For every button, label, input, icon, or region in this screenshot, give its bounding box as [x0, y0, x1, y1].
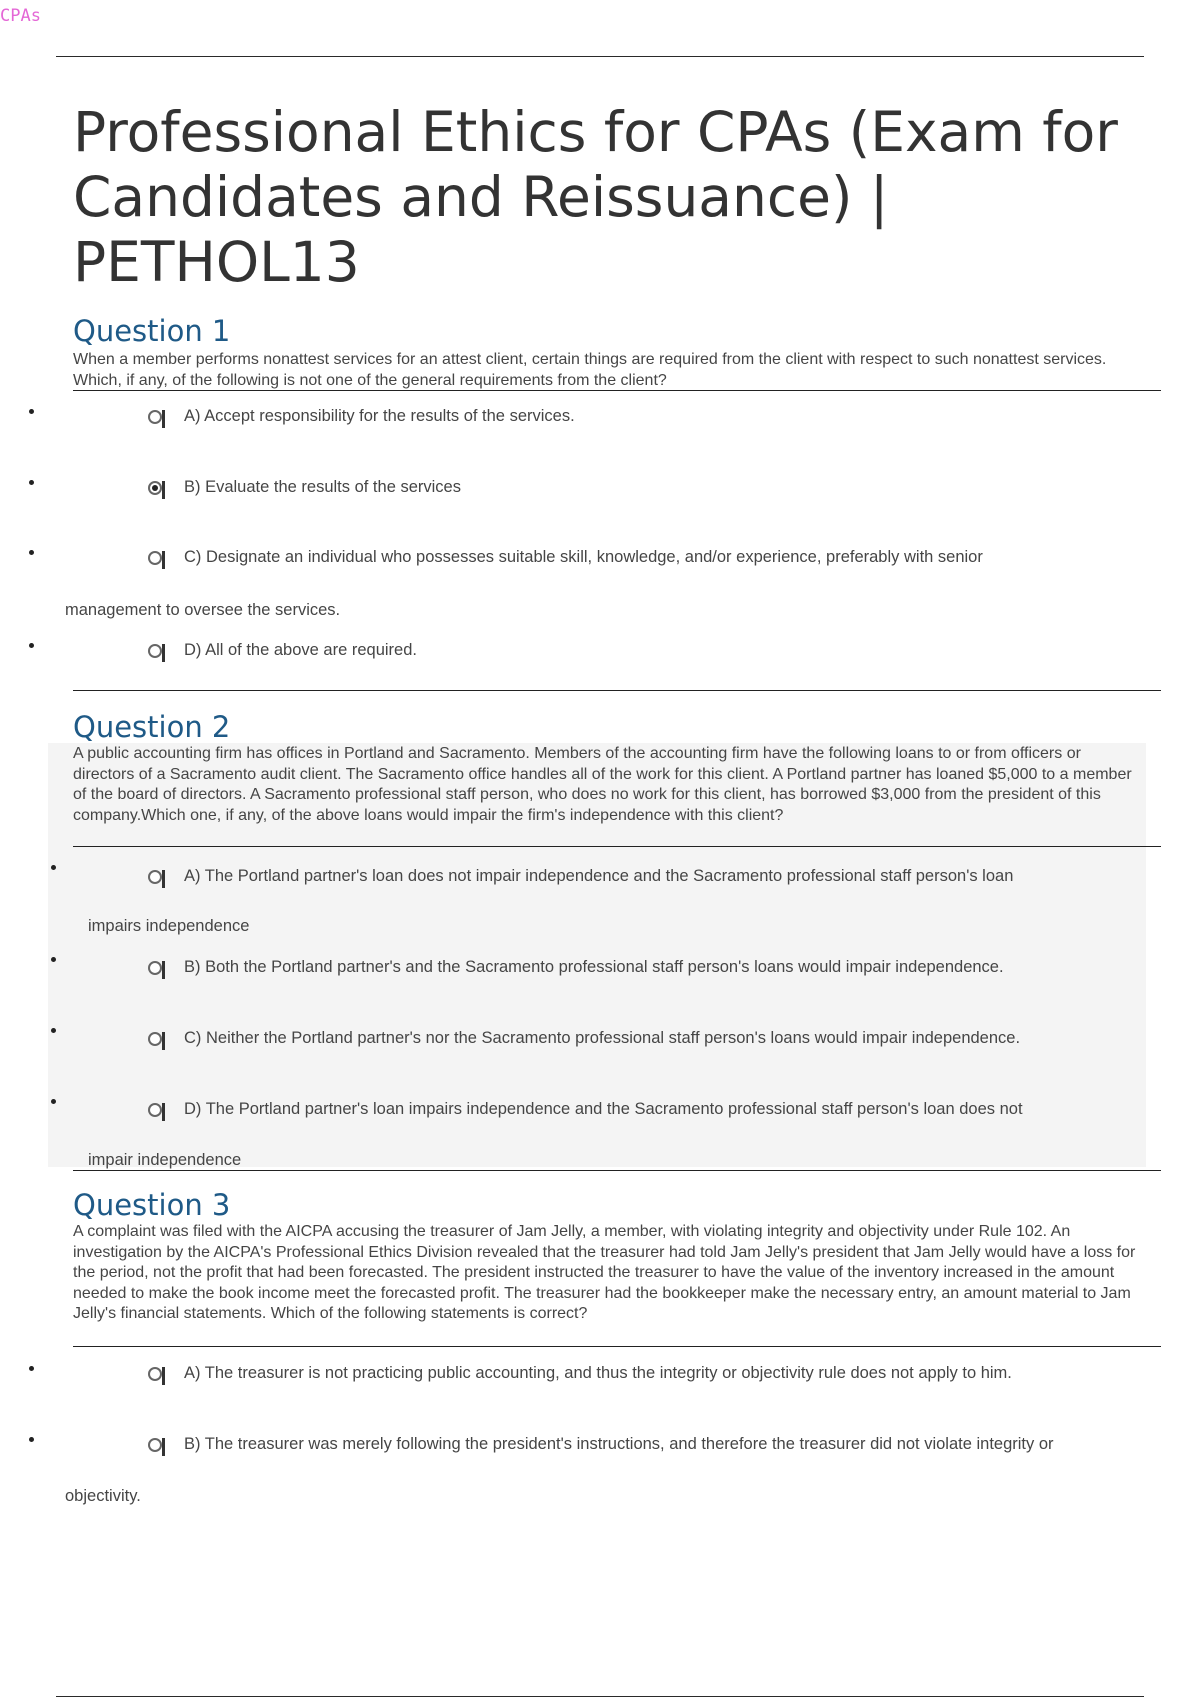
- page-title: Professional Ethics for CPAs (Exam for Candidates and Reissuance) | PETHOL13: [73, 100, 1118, 294]
- radio-button[interactable]: [148, 644, 162, 658]
- question-rule: [73, 1346, 1161, 1347]
- option-d[interactable]: D) All of the above are required.: [184, 641, 417, 659]
- question-heading: Question 1: [73, 314, 231, 348]
- bullet: [29, 550, 34, 555]
- option-c-continuation: management to oversee the services.: [65, 601, 341, 619]
- question-rule: [73, 846, 1161, 847]
- radio-button[interactable]: [148, 1032, 162, 1046]
- option-c[interactable]: C) Neither the Portland partner's nor the Sacramento professional staff person's loans would impair independence.: [184, 1029, 1021, 1047]
- bullet: [51, 957, 56, 962]
- radio-button[interactable]: [148, 961, 162, 975]
- option-d[interactable]: D) The Portland partner's loan impairs independence and the Sacramento professional staff person's loan does not: [184, 1100, 1023, 1118]
- option-a[interactable]: A) Accept responsibility for the results of the services.: [184, 407, 575, 425]
- option-a[interactable]: A) The treasurer is not practicing public accounting, and thus the integrity or objectivity rule does not apply to him.: [184, 1364, 1012, 1382]
- radio-button[interactable]: [148, 1438, 162, 1452]
- bullet: [51, 1028, 56, 1033]
- question-rule: [73, 390, 1161, 391]
- option-a-continuation: impairs independence: [88, 917, 250, 935]
- question-text: A complaint was filed with the AICPA accusing the treasurer of Jam Jelly, a member, with violating integrity and objectivity under Rule 102. An investigation by the AICPA's Professional Ethics Division revealed that the treasurer had told Jam Jelly's president that Jam Jelly would have a loss for the period, not the profit that had been forecasted. The president instructed the treasurer to have the value of the inventory increased in the amount needed to make the book income meet the forecasted profit. The treasurer had the bookkeeper make the necessary entry, an amount material to Jam Jelly's financial statements. Which of the following statements is correct?: [73, 1223, 1136, 1322]
- option-c[interactable]: C) Designate an individual who possesses suitable skill, knowledge, and/or experience, preferably with senior: [184, 548, 983, 566]
- radio-button[interactable]: [148, 870, 162, 884]
- question-end-rule: [73, 1170, 1161, 1171]
- option-d-continuation: impair independence: [88, 1151, 242, 1169]
- bottom-divider: [56, 1696, 1144, 1697]
- question-text: When a member performs nonattest services for an attest client, certain things are required from the client with respect to such nonattest services. Which, if any, of the following is not one of the general requirements from the client?: [73, 351, 1107, 389]
- bullet: [29, 480, 34, 485]
- radio-button[interactable]: [148, 1367, 162, 1381]
- top-divider: [56, 56, 1144, 57]
- radio-button[interactable]: [148, 1103, 162, 1117]
- radio-button-selected[interactable]: [148, 481, 162, 495]
- option-b[interactable]: B) The treasurer was merely following the president's instructions, and therefore the treasurer did not violate integrity or: [184, 1435, 1054, 1453]
- question-text: A public accounting firm has offices in Portland and Sacramento. Members of the accounting firm have the following loans to or from officers or directors of a Sacramento audit client. The Sacramento office handles all of the work for this client. A Portland partner has loaned $5,000 to a member of the board of directors. A Sacramento professional staff person, who does no work for this client, has borrowed $3,000 from the president of this company.Which one, if any, of the above loans would impair the firm's independence with this client?: [73, 745, 1132, 824]
- bullet: [29, 1366, 34, 1371]
- corner-label: CPAs: [0, 6, 41, 26]
- bullet: [29, 643, 34, 648]
- question-end-rule: [73, 690, 1161, 691]
- option-a[interactable]: A) The Portland partner's loan does not impair independence and the Sacramento professional staff person's loan: [184, 867, 1014, 885]
- option-b-continuation: objectivity.: [65, 1487, 141, 1505]
- radio-button[interactable]: [148, 551, 162, 565]
- question-heading: Question 2: [73, 710, 231, 744]
- question-heading: Question 3: [73, 1188, 231, 1222]
- bullet: [29, 1437, 34, 1442]
- radio-button[interactable]: [148, 410, 162, 424]
- option-b[interactable]: B) Both the Portland partner's and the Sacramento professional staff person's loans would impair independence.: [184, 958, 1004, 976]
- bullet: [51, 865, 56, 870]
- bullet: [29, 409, 34, 414]
- bullet: [51, 1099, 56, 1104]
- option-b[interactable]: B) Evaluate the results of the services: [184, 478, 461, 496]
